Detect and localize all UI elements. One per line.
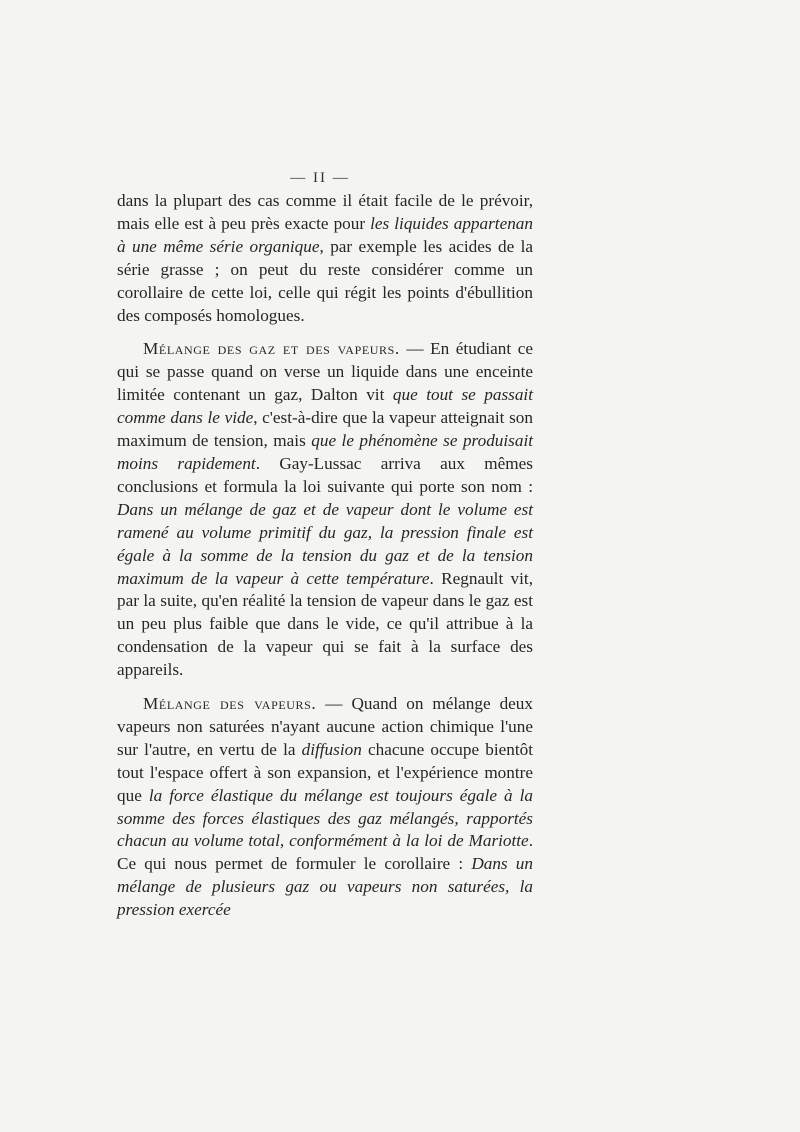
- section-heading: Mélange des vapeurs.: [143, 694, 317, 714]
- italic-text: que le phénomène se produisait moins rapidement: [117, 431, 533, 473]
- paragraph: [117, 338, 533, 682]
- text-run: — En étudiant ce qui se passe quand on verse un liquide dans une enceinte limitée contenant un gaz, Dalton vit: [117, 339, 533, 405]
- italic-text: diffusion: [301, 739, 362, 759]
- text-run: . Gay-Lussac arriva aux mêmes conclusions et formula la loi suivante qui porte son nom :: [117, 453, 533, 496]
- text-run: , par exemple les acides de la série grasse ; on peut du reste considérer comme un corollaire de cette loi, celle qui régit les points d'ébullition des composés homologues.: [117, 236, 533, 325]
- italic-text: les liquides appartenan à une même série organique: [117, 213, 533, 256]
- section-heading: Mélange des gaz et des vapeurs.: [143, 339, 400, 359]
- italic-text: que tout se passait comme dans le vide: [117, 385, 533, 428]
- text-run: dans la plupart des cas comme il était facile de le prévoir, mais elle est à peu près exacte pour: [117, 191, 533, 233]
- text-run: . Regnault vit, par la suite, qu'en réalité la tension de vapeur dans le gaz est un peu plus faible que dans le vide, ce qu'il attribue à la condensation de la vapeur qui se fait à la surface des appareils.: [117, 568, 534, 680]
- paragraph: [117, 693, 533, 922]
- text-run: chacune occupe bientôt tout l'espace offert à son expansion, et l'expérience montre que: [117, 739, 533, 805]
- italic-text: Dans un mélange de plusieurs gaz ou vapeurs non saturées, la pression exercée: [117, 854, 533, 920]
- text-run: . Ce qui nous permet de formuler le corollaire :: [117, 831, 533, 874]
- text-run: , c'est-à-dire que la vapeur atteignait son maximum de tension, mais: [117, 408, 533, 451]
- text-run: — Quand on mélange deux vapeurs non saturées n'ayant aucune action chimique l'une sur l'autre, en vertu de la: [117, 694, 533, 759]
- paragraph: [117, 190, 533, 327]
- italic-text: la force élastique du mélange est toujours égale à la somme des forces élastiques des gaz mélangés, rapportés chacun au volume total, conformément à la loi de Mariotte: [117, 785, 533, 851]
- page-number: — II —: [290, 170, 350, 186]
- italic-text: Dans un mélange de gaz et de vapeur dont le volume est ramené au volume primitif du gaz, la pression finale est égale à la somme de la tension du gaz et de la tension maximum de la vapeur à cette température: [117, 499, 533, 588]
- body-text: [117, 190, 533, 933]
